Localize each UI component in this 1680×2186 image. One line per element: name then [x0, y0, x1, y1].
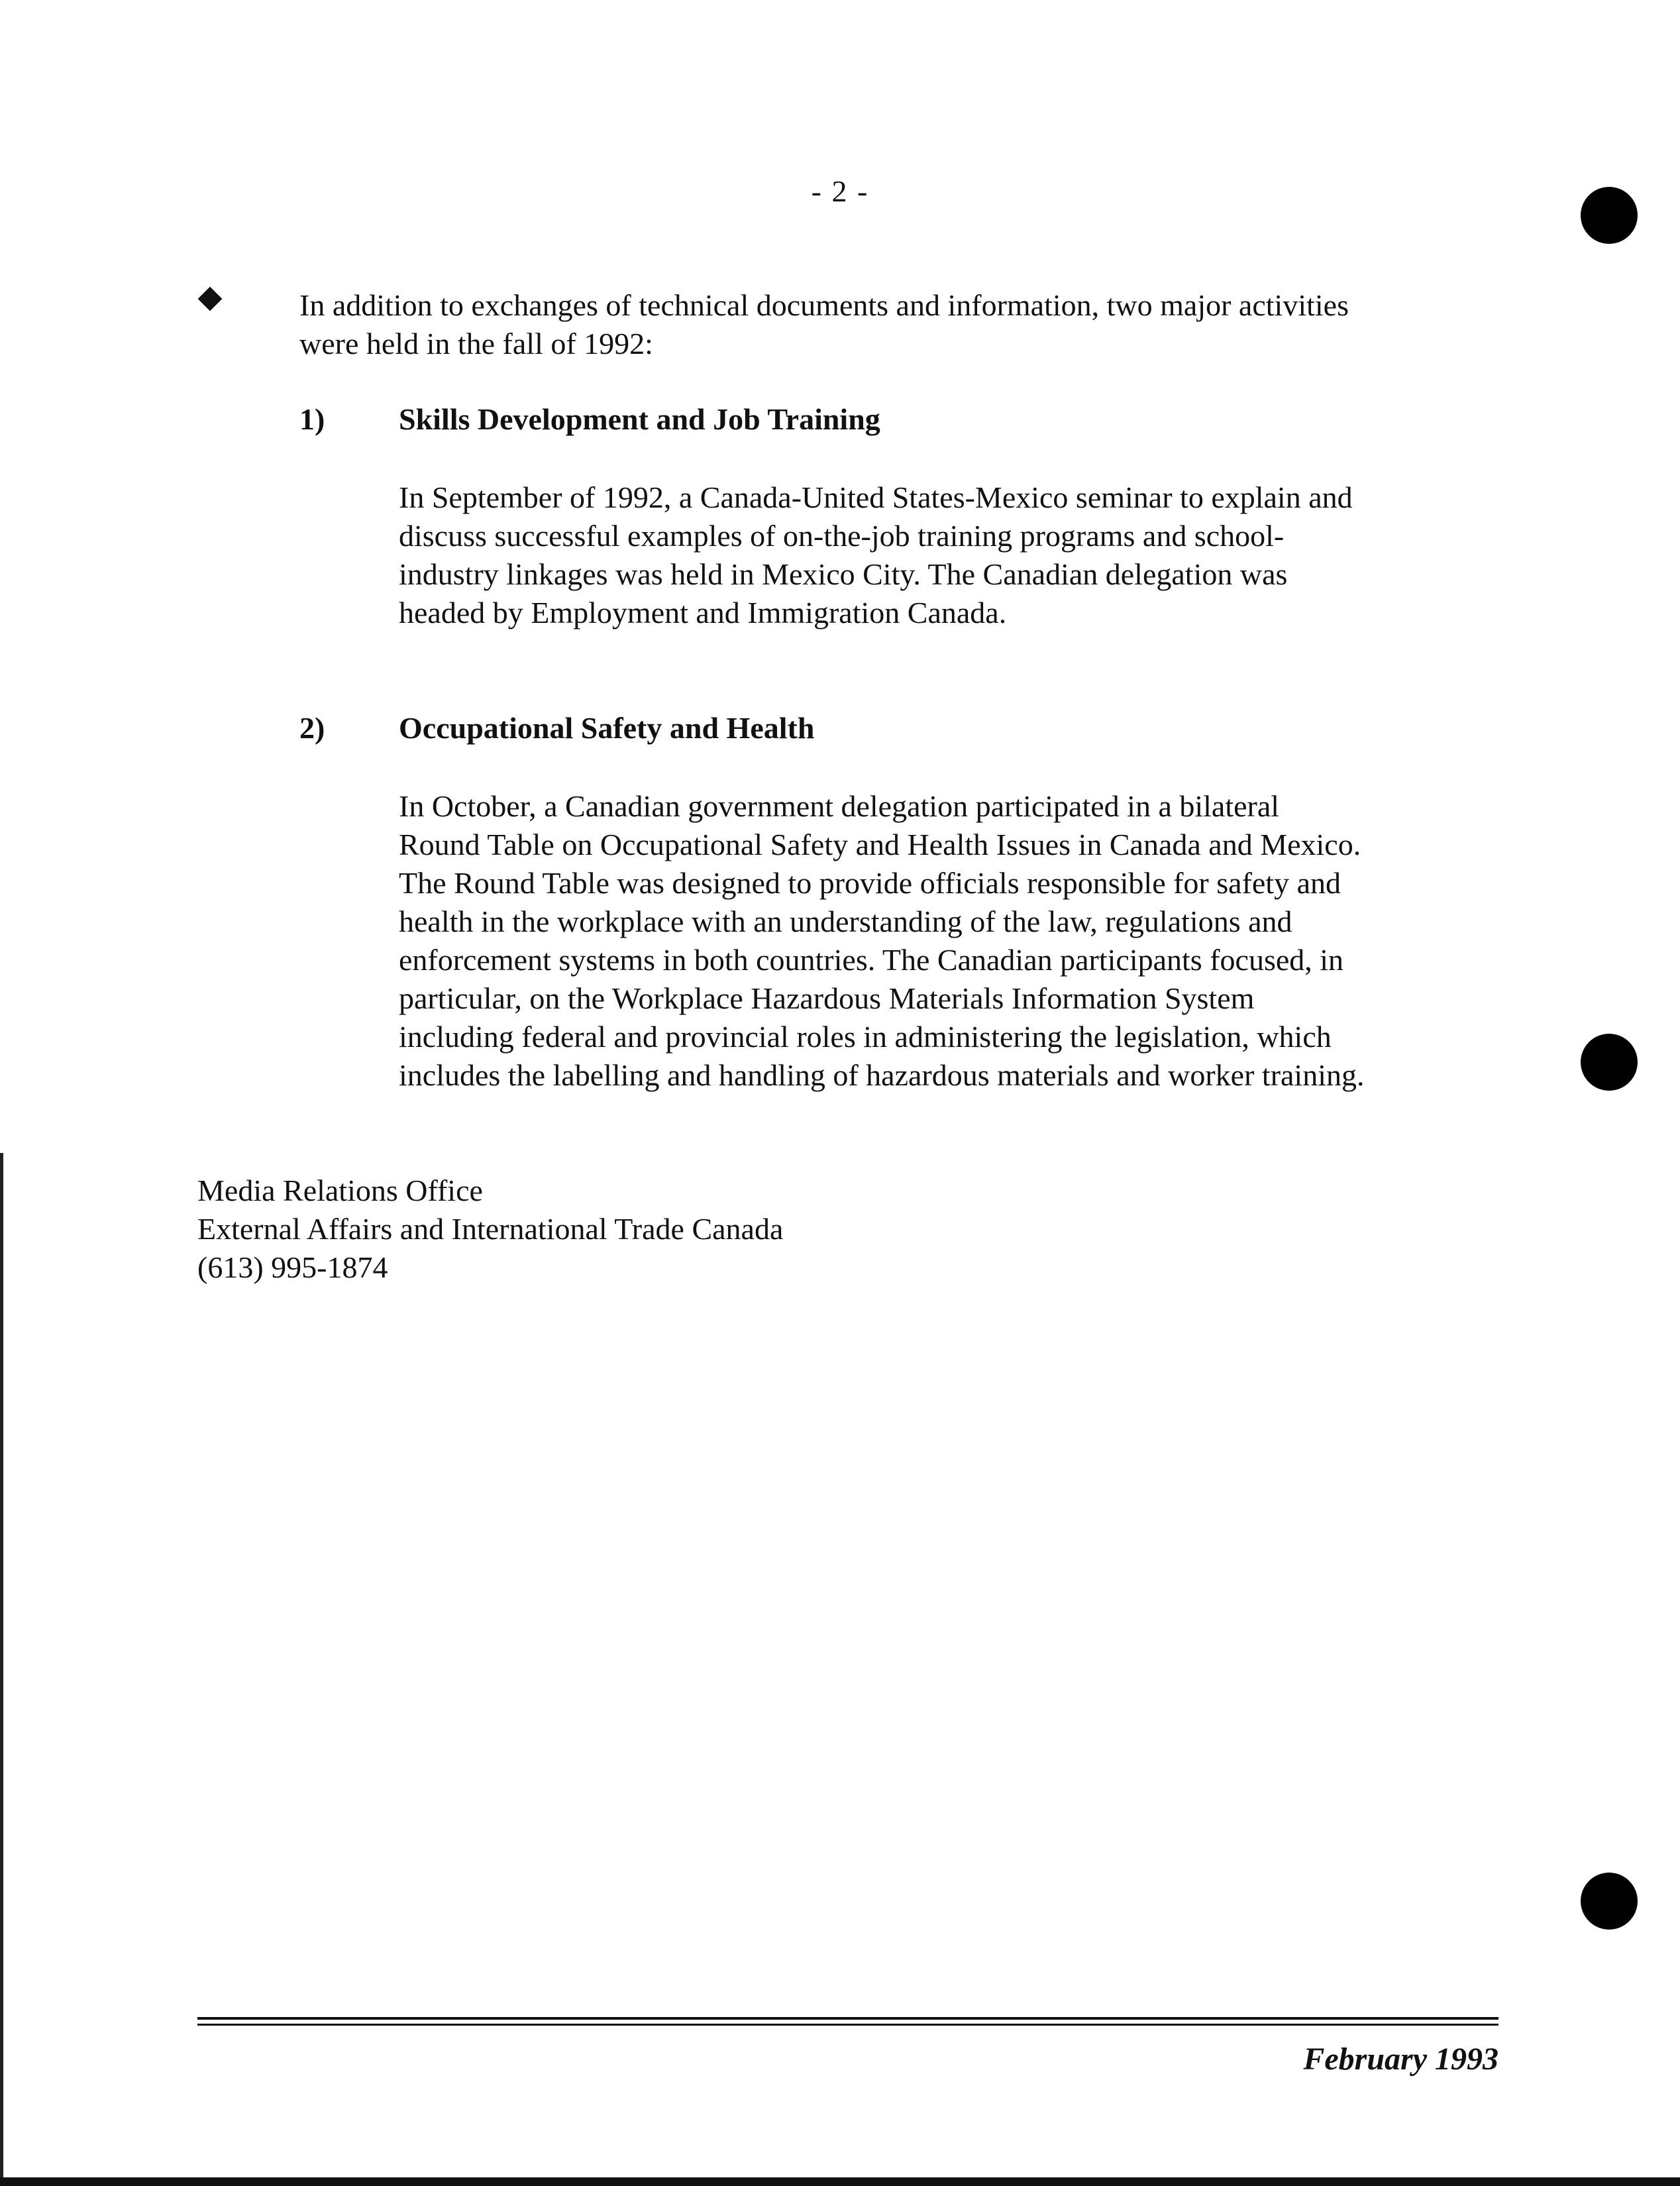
intro-paragraph [299, 286, 1492, 363]
body-line: includes the labelling and handling of hazardous materials and worker training. [399, 1058, 1365, 1092]
scan-edge-left [0, 1153, 3, 2186]
intro-line: were held in the fall of 1992: [299, 327, 653, 360]
body-line: Round Table on Occupational Safety and Health Issues in Canada and Mexico. [399, 828, 1361, 861]
scan-edge-bottom [0, 2177, 1680, 2186]
section-heading-skills: Skills Development and Job Training [399, 402, 880, 436]
item-number: 1) [299, 402, 325, 436]
contact-department: External Affairs and International Trade Canada [197, 1212, 784, 1246]
footer-rule [197, 2017, 1498, 2020]
diamond-bullet-icon [198, 287, 223, 311]
body-line: including federal and provincial roles in administering the legislation, which [399, 1020, 1332, 1054]
section-heading-occupational-safety: Occupational Safety and Health [399, 711, 815, 745]
intro-line: In addition to exchanges of technical documents and information, two major activities [299, 288, 1349, 322]
page-number: - 2 - [811, 174, 869, 208]
footer-date: February 1993 [1303, 2042, 1498, 2077]
punch-hole-bottom [1581, 1873, 1638, 1930]
body-line: enforcement systems in both countries. The Canadian participants focused, in [399, 943, 1344, 977]
body-line: The Round Table was designed to provide officials responsible for safety and [399, 866, 1341, 900]
body-line: health in the workplace with an understanding of the law, regulations and [399, 904, 1292, 938]
item-number: 2) [299, 711, 325, 745]
body-line: industry linkages was held in Mexico City. The Canadian delegation was [399, 557, 1288, 591]
contact-phone: (613) 995-1874 [197, 1250, 388, 1284]
punch-hole-middle [1581, 1034, 1638, 1091]
punch-hole-top [1581, 187, 1638, 244]
body-line: headed by Employment and Immigration Canada. [399, 596, 1007, 629]
body-line: discuss successful examples of on-the-job training programs and school- [399, 519, 1285, 553]
body-line: In September of 1992, a Canada-United States-Mexico seminar to explain and [399, 480, 1353, 514]
footer-rule [197, 2024, 1498, 2026]
body-line: In October, a Canadian government delegation participated in a bilateral [399, 789, 1280, 823]
section-body-skills [399, 478, 1512, 632]
section-body-occupational-safety [399, 787, 1512, 1095]
contact-block [197, 1172, 783, 1287]
contact-office: Media Relations Office [197, 1174, 483, 1207]
body-line: particular, on the Workplace Hazardous Materials Information System [399, 981, 1255, 1015]
